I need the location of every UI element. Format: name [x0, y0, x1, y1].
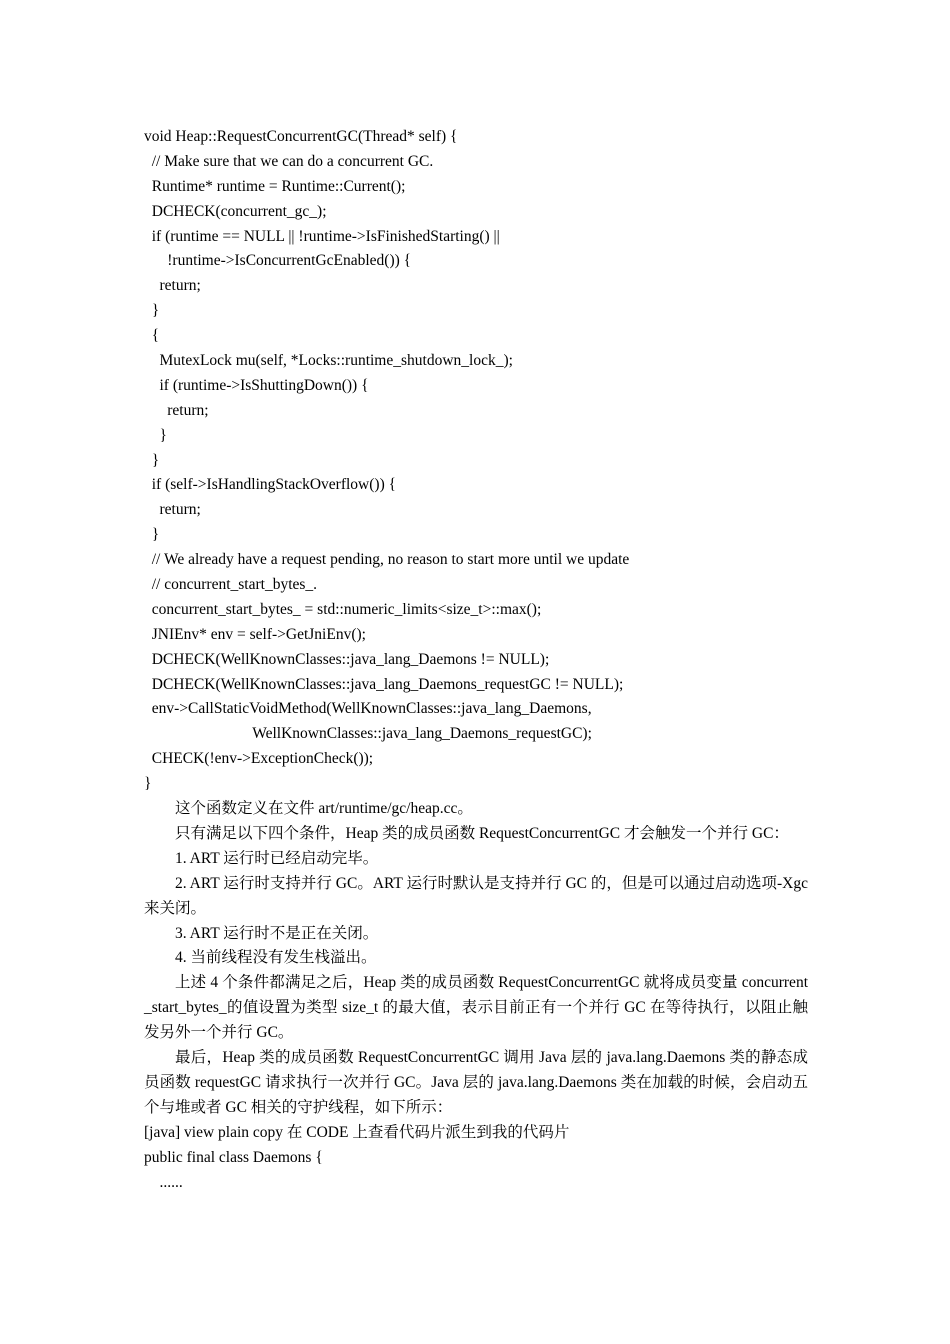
list-item-condition-2: 2. ART 运行时支持并行 GC。ART 运行时默认是支持并行 GC 的，但是可以通过启动选项-Xgc 来关闭。: [144, 874, 808, 917]
code-line: Runtime* runtime = Runtime::Current();: [144, 177, 406, 195]
code-line: // We already have a request pending, no reason to start more until we update: [144, 551, 630, 569]
code-block-request-concurrent-gc: [144, 125, 808, 797]
code-line: }: [144, 302, 160, 320]
code-line: !runtime->IsConcurrentGcEnabled()) {: [144, 252, 412, 270]
list-item-condition-4: 4. 当前线程没有发生栈溢出。: [175, 949, 377, 967]
code-line: if (runtime->IsShuttingDown()) {: [144, 376, 369, 394]
code-line: return;: [144, 277, 201, 295]
code-line: // concurrent_start_bytes_.: [144, 576, 318, 594]
list-item-condition-1: 1. ART 运行时已经启动完毕。: [175, 849, 379, 867]
code-line: }: [144, 775, 152, 793]
code-line: if (self->IsHandlingStackOverflow()) {: [144, 476, 397, 494]
code-line: return;: [144, 501, 201, 519]
code-line: concurrent_start_bytes_ = std::numeric_limits<size_t>::max();: [144, 600, 542, 618]
code-line: CHECK(!env->ExceptionCheck());: [144, 750, 374, 768]
code-line: }: [144, 451, 160, 469]
code-line: if (runtime == NULL || !runtime->IsFinishedStarting() ||: [144, 227, 500, 245]
document-page: [144, 125, 808, 1196]
paragraph-conditions-met: 上述 4 个条件都满足之后，Heap 类的成员函数 RequestConcurrentGC 就将成员变量 concurrent_start_bytes_的值设置为类型 size_t 的最大值，表示目前正有一个并行 GC 在等待执行，以阻止触发另外一个并行 GC。: [144, 974, 808, 1042]
code-line: DCHECK(WellKnownClasses::java_lang_Daemons_requestGC != NULL);: [144, 675, 624, 693]
code-line: ......: [144, 1173, 183, 1191]
code-line: return;: [144, 401, 209, 419]
code-block-daemons: [144, 1146, 808, 1196]
code-line: }: [144, 426, 167, 444]
code-line: WellKnownClasses::java_lang_Daemons_requestGC);: [144, 725, 592, 743]
code-line: MutexLock mu(self, *Locks::runtime_shutdown_lock_);: [144, 352, 513, 370]
code-line: public final class Daemons {: [144, 1148, 323, 1166]
code-line: // Make sure that we can do a concurrent GC.: [144, 152, 434, 170]
code-line: {: [144, 327, 160, 345]
list-item-condition-3: 3. ART 运行时不是正在关闭。: [175, 924, 379, 942]
code-line: DCHECK(WellKnownClasses::java_lang_Daemons != NULL);: [144, 650, 550, 668]
paragraph-request-gc: 最后，Heap 类的成员函数 RequestConcurrentGC 调用 Java 层的 java.lang.Daemons 类的静态成员函数 requestGC 请求执行一次并行 GC。Java 层的 java.lang.Daemons 类在加载的时候，会启动五个与堆或者 GC 相关的守护线程，如下所示：: [144, 1049, 808, 1116]
code-line: env->CallStaticVoidMethod(WellKnownClasses::java_lang_Daemons,: [144, 700, 592, 718]
code-line: DCHECK(concurrent_gc_);: [144, 202, 327, 220]
paragraph-conditions-intro: 只有满足以下四个条件，Heap 类的成员函数 RequestConcurrentGC 才会触发一个并行 GC：: [175, 824, 789, 842]
snippet-toolbar-links[interactable]: [java] view plain copy 在 CODE 上查看代码片派生到我的代码片: [144, 1123, 570, 1141]
code-line: JNIEnv* env = self->GetJniEnv();: [144, 625, 366, 643]
code-line: }: [144, 526, 160, 544]
paragraph-file-location: 这个函数定义在文件 art/runtime/gc/heap.cc。: [175, 800, 473, 818]
code-line: void Heap::RequestConcurrentGC(Thread* self) {: [144, 128, 458, 145]
